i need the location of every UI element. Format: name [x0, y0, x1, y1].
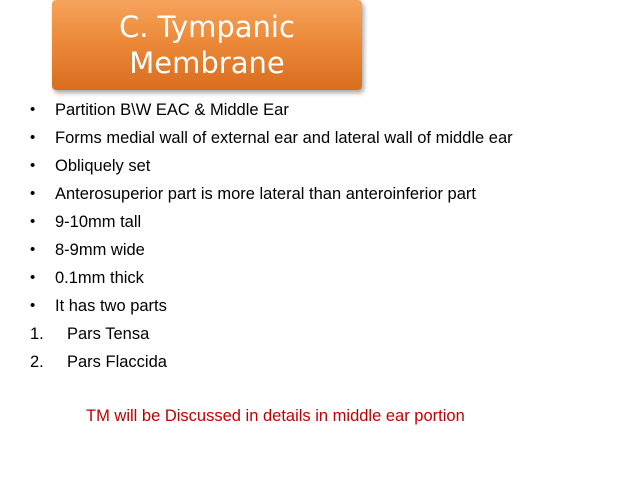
item-number: 2.: [30, 353, 44, 371]
slide-title-line-1: C. Tympanic: [119, 10, 295, 44]
bullet-text: Forms medial wall of external ear and lateral wall of middle ear: [55, 129, 513, 147]
bullet-list: [30, 96, 620, 376]
bullet-dot: •: [30, 241, 36, 258]
list-item: [30, 124, 620, 152]
list-item: [30, 236, 620, 264]
bullet-dot: •: [30, 157, 36, 174]
bullet-text: Obliquely set: [55, 157, 151, 175]
list-item: [30, 292, 620, 320]
numbered-text: Pars Flaccida: [67, 353, 167, 371]
numbered-item: [30, 348, 620, 376]
bullet-text: 8-9mm wide: [55, 241, 145, 259]
list-item: [30, 152, 620, 180]
bullet-text: It has two parts: [55, 297, 167, 315]
bullet-text: Anterosuperior part is more lateral than anteroinferior part: [55, 185, 476, 203]
list-item: [30, 180, 620, 208]
numbered-item: [30, 320, 620, 348]
list-item: [30, 264, 620, 292]
bullet-dot: •: [30, 101, 36, 118]
bullet-text: 0.1mm thick: [55, 269, 144, 287]
bullet-dot: •: [30, 213, 36, 230]
bullet-dot: •: [30, 129, 36, 146]
footnote: TM will be Discussed in details in middle ear portion: [86, 407, 465, 425]
list-item: [30, 96, 620, 124]
title-box: [52, 0, 362, 90]
slide-title-line-2: Membrane: [129, 46, 285, 80]
item-number: 1.: [30, 325, 44, 343]
numbered-text: Pars Tensa: [67, 325, 150, 343]
slide-title: [97, 9, 317, 81]
bullet-dot: •: [30, 269, 36, 286]
bullet-text: Partition B\W EAC & Middle Ear: [55, 101, 289, 119]
bullet-text: 9-10mm tall: [55, 213, 142, 231]
list-item: [30, 208, 620, 236]
bullet-dot: •: [30, 185, 36, 202]
bullet-dot: •: [30, 297, 36, 314]
